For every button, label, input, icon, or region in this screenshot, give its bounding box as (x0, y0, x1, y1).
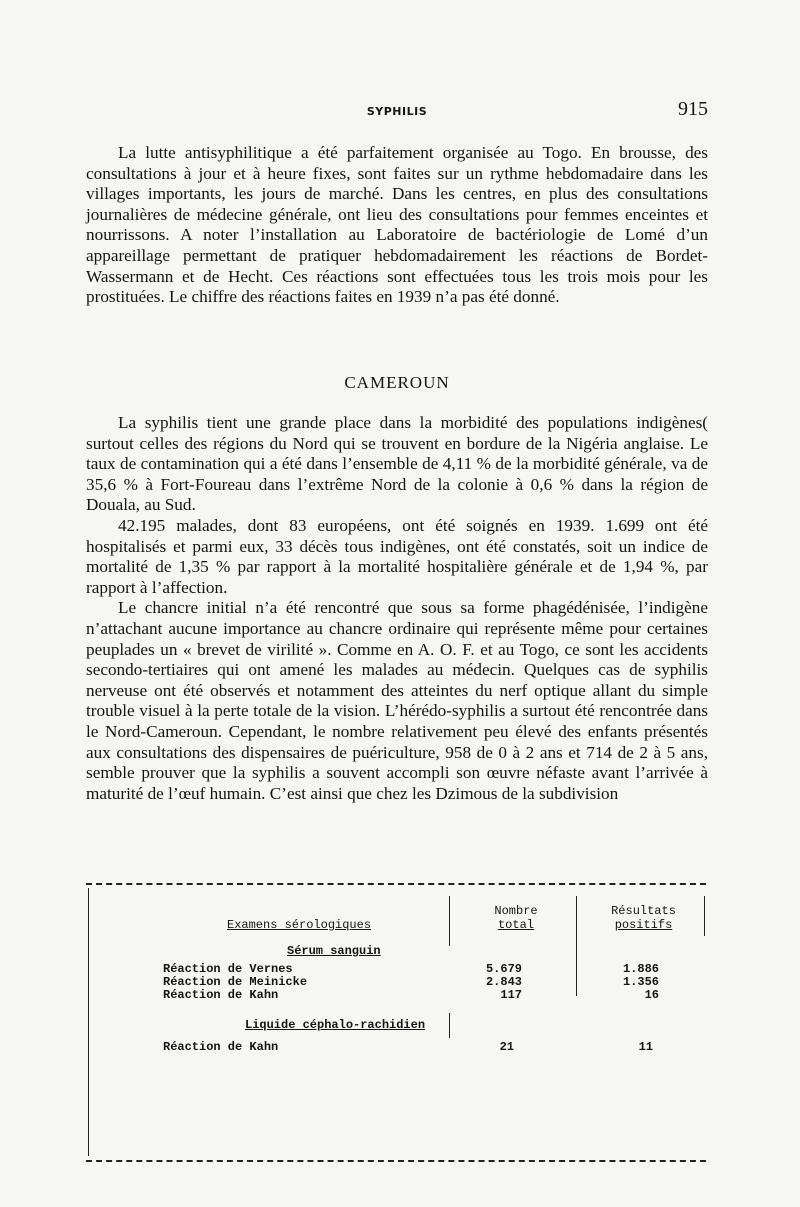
table-top-rule (86, 883, 706, 885)
cameroun-section (86, 413, 708, 804)
row-positive: 1.356 (622, 975, 659, 989)
header-total-line1: Nombre (494, 904, 538, 918)
togo-paragraph: La lutte antisyphilitique a été parfaitement organisée au Togo. En brousse, des consultations à jour et à heure fixes, sont faites sur un rythme hebdomadaire dans les villages importants, les jours de marché. Dans les centres, en plus des consultations journalières de médecine générale, ont lieu des consultations pour femmes enceintes et nourrissons. A noter l’installation au Laboratoire de bactériologie de Lomé d’un appareillage permettant de pratiquer hebdomadairement les réactions de Bordet-Wassermann et de Hecht. Ces réactions sont effectuées tous les trois mois pour les prostituées. Le chiffre des réactions faites en 1939 n’a pas été donné. (86, 143, 708, 307)
row-total: 2.843 (485, 975, 522, 989)
column-divider (576, 896, 577, 996)
page-number: 915 (678, 98, 708, 120)
group-title-csf: Liquide céphalo-rachidien (245, 1018, 426, 1032)
column-divider (449, 1013, 450, 1038)
table-bottom-rule (86, 1160, 706, 1162)
row-positive: 16 (644, 988, 659, 1002)
row-label: Réaction de Vernes (163, 962, 293, 976)
table-left-border (88, 888, 89, 1156)
row-total: 117 (500, 988, 522, 1002)
togo-section (86, 143, 708, 308)
group-title-serum: Sérum sanguin (287, 944, 381, 958)
section-heading: CAMEROUN (344, 373, 450, 392)
header-total-line2: total (497, 918, 534, 932)
header-positive-line2: positifs (614, 918, 673, 932)
running-head (86, 98, 708, 123)
header-exam: Examens sérologiques (227, 918, 372, 932)
table-right-border (704, 896, 705, 936)
row-total: 5.679 (485, 962, 522, 976)
row-positive: 1.886 (622, 962, 659, 976)
serology-table (86, 888, 706, 1158)
header-positive-line1: Résultats (611, 904, 676, 918)
row-total: 21 (499, 1040, 514, 1054)
cameroun-paragraph: La syphilis tient une grande place dans la morbidité des populations indigènes( surtout celles des régions du Nord qui se trouvent en bordure de la Nigéria anglaise. Le taux de contamination qui a été dans l’ensemble de 4,11 % de la morbidité générale, va de 35,6 % à Fort-Foureau dans l’extrême Nord de la colonie à 0,6 % dans la région de Douala, au Sud. (86, 413, 708, 515)
row-label: Réaction de Kahn (163, 988, 279, 1002)
row-label: Réaction de Meinicke (163, 975, 308, 989)
row-label: Réaction de Kahn (163, 1040, 279, 1054)
running-title: SYPHILIS (366, 105, 428, 118)
cameroun-paragraph: Le chancre initial n’a été rencontré que sous sa forme phagédénisée, l’indigène n’attachant aucune importance au chancre ordinaire qui représente même pour certaines peuplades un « brevet de virilité ». Comme en A. O. F. et au Togo, ce sont les accidents secondo-tertiaires qui ont amené les malades au médecin. Quelques cas de syphilis nerveuse ont été observés et notamment des atteintes du nerf optique allant du simple trouble visuel à la perte totale de la vision. L’hérédo-syphilis a surtout été rencontrée dans le Nord-Cameroun. Cependant, le nombre relativement peu élevé des enfants présentés aux consultations des dispensaires de puériculture, 958 de 0 à 2 ans et 714 de 2 à 5 ans, semble prouver que la syphilis a souvent accompli son œuvre néfaste avant l’arrivée à maturité de l’œuf humain. C’est ainsi que chez les Dzimous de la subdivision (86, 598, 708, 803)
cameroun-paragraph: 42.195 malades, dont 83 européens, ont été soignés en 1939. 1.699 ont été hospitalisés et parmi eux, 33 décès tous indigènes, ont été constatés, soit un indice de mortalité de 1,35 % par rapport à la mortalité hospitalière générale et de 1,94 %, par rapport à l’affection. (86, 515, 708, 597)
row-positive: 11 (638, 1040, 653, 1054)
column-divider (449, 896, 450, 946)
